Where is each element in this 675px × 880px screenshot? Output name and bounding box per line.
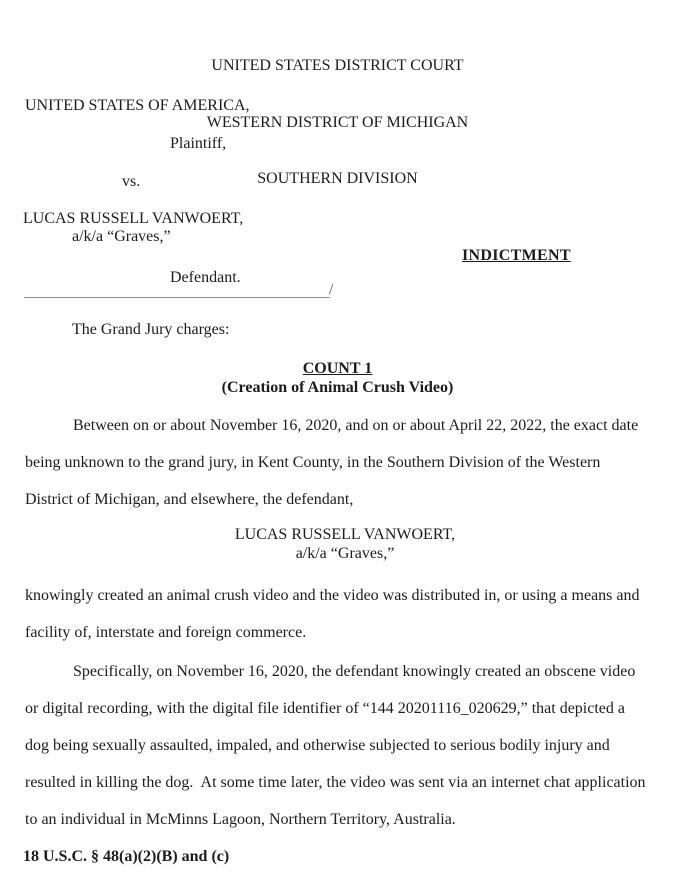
paragraph-line: facility of, interstate and foreign commerce.: [25, 624, 307, 641]
count1-heading: [0, 360, 675, 397]
document-title: INDICTMENT: [462, 247, 571, 264]
count1-title: (Creation of Animal Crush Video): [221, 378, 454, 396]
court-division: SOUTHERN DIVISION: [257, 170, 418, 187]
paragraph-line: Specifically, on November 16, 2020, the defendant knowingly created an obscene video: [73, 663, 636, 680]
caption-separator-slash: /: [329, 281, 334, 298]
paragraph-line: dog being sexually assaulted, impaled, and otherwise subjected to serious bodily injury and: [25, 737, 610, 754]
count1-paragraph-2: [25, 577, 669, 651]
paragraph-line: being unknown to the grand jury, in Kent County, in the Southern Division of the Western: [25, 454, 601, 471]
plaintiff-role-label: Plaintiff,: [170, 135, 227, 152]
paragraph-line: District of Michigan, and elsewhere, the defendant,: [25, 491, 354, 508]
paragraph-line: Between on or about November 16, 2020, and on or about April 22, 2022, the exact date: [73, 417, 639, 434]
paragraph-line: or digital recording, with the digital file identifier of “144 20201116_020629,” that depicted a: [25, 700, 625, 717]
defendant-name: LUCAS RUSSELL VANWOERT,: [23, 210, 244, 227]
grand-jury-opening: The Grand Jury charges:: [72, 321, 230, 338]
count1-defendant-name-block: [25, 526, 665, 563]
court-district: WESTERN DISTRICT OF MICHIGAN: [206, 113, 469, 131]
paragraph-line: knowingly created an animal crush video and the video was distributed in, or using a means and: [25, 587, 640, 604]
defendant-alias: a/k/a “Graves,”: [72, 228, 171, 245]
count1-defendant-alias: a/k/a “Graves,”: [295, 544, 395, 562]
defendant-role-label: Defendant.: [170, 269, 241, 286]
count1-defendant-name: LUCAS RUSSELL VANWOERT,: [234, 526, 456, 543]
paragraph-line: resulted in killing the dog. At some time later, the video was sent via an internet chat application: [25, 774, 646, 791]
paragraph-line: to an individual in McMinns Lagoon, Northern Territory, Australia.: [25, 811, 456, 828]
statute-citation: 18 U.S.C. § 48(a)(2)(B) and (c): [23, 848, 230, 865]
court-header: [0, 19, 675, 227]
count1-paragraph-3: [25, 653, 669, 838]
count1-number: COUNT 1: [302, 360, 373, 377]
court-name: UNITED STATES DISTRICT COURT: [211, 57, 464, 74]
versus-label: vs.: [122, 173, 141, 190]
count1-paragraph-1: [25, 407, 669, 518]
plaintiff-name: UNITED STATES OF AMERICA,: [25, 97, 250, 114]
caption-separator-line: [24, 284, 330, 298]
